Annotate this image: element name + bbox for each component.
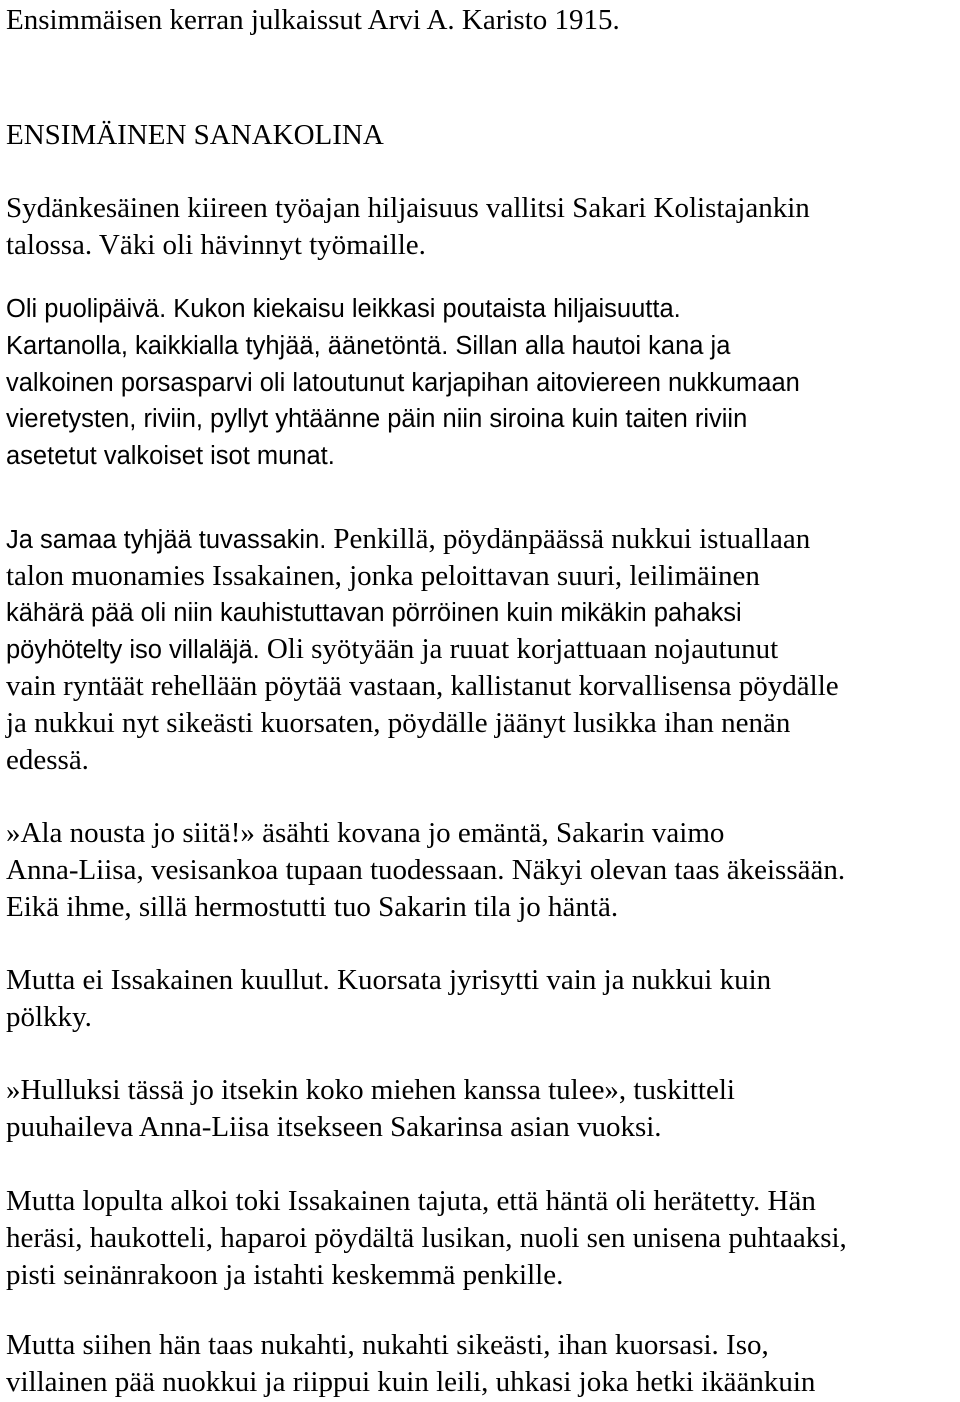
text-line	[6, 1072, 735, 1109]
text-line	[6, 190, 810, 227]
text-segment: puuhaileva Anna-Liisa itsekseen Sakarinsa asian vuoksi.	[6, 1110, 662, 1143]
text-segment: kähärä pää oli niin kauhistuttavan pörröinen kuin mikäkin pahaksi	[6, 598, 742, 627]
text-segment: Sydänkesäinen kiireen työajan hiljaisuus vallitsi Sakari Kolistajankin	[6, 192, 810, 224]
text-segment: heräsi, haukotteli, haparoi pöydältä lusikan, nuoli sen unisena puhtaaksi,	[6, 1221, 847, 1254]
text-segment: pölkky.	[6, 1000, 92, 1033]
text-segment: talossa. Väki oli hävinnyt työmaille.	[6, 228, 426, 261]
text-segment: »Ala nousta jo siitä!» äsähti kovana jo emäntä, Sakarin vaimo	[6, 817, 725, 849]
text-segment: Oli puolipäivä. Kukon kiekaisu leikkasi poutaista hiljaisuutta.	[6, 295, 681, 323]
text-line	[6, 328, 800, 365]
text-segment: pisti seinänrakoon ja istahti keskemmä penkille.	[6, 1258, 564, 1291]
text-line	[6, 227, 810, 264]
chapter-title: ENSIMÄINEN SANAKOLINA	[6, 119, 384, 151]
text-segment: Oli syötyään ja ruuat korjattuaan nojautunut	[266, 633, 779, 666]
text-line	[6, 1183, 847, 1220]
text-line	[6, 889, 845, 926]
text-segment: valkoinen porsasparvi oli latoutunut karjapihan aitoviereen nukkumaan	[6, 368, 800, 397]
text-segment: edessä.	[6, 743, 89, 776]
text-line	[6, 815, 845, 852]
text-segment: Anna-Liisa, vesisankoa tupaan tuodessaan. Näkyi olevan taas äkeissään.	[6, 853, 846, 886]
text-segment: asetetut valkoiset isot munat.	[6, 442, 335, 471]
text-line	[6, 962, 771, 999]
paragraph	[6, 521, 839, 779]
paragraph	[6, 190, 810, 264]
text-segment: Ja samaa tyhjää tuvassakin.	[6, 526, 334, 554]
text-line	[6, 1364, 815, 1401]
text-line	[6, 438, 800, 475]
text-line	[6, 668, 839, 705]
text-segment: Mutta siihen hän taas nukahti, nukahti sikeästi, ihan kuorsasi. Iso,	[6, 1329, 769, 1361]
paragraph	[6, 291, 800, 475]
text-line	[6, 1257, 847, 1294]
text-segment: Mutta ei Issakainen kuullut. Kuorsata jyrisytti vain ja nukkui kuin	[6, 964, 772, 996]
text-segment: ja nukkui nyt sikeästi kuorsaten, pöydälle jäänyt lusikka ihan nenän	[6, 706, 791, 739]
text-segment: vieretysten, riviin, pyllyt yhtäänne päin niin siroina kuin taiten riviin	[6, 405, 748, 434]
text-segment: Kartanolla, kaikkialla tyhjää, äänetöntä.	[6, 331, 456, 360]
text-line	[6, 1220, 847, 1257]
text-segment: »Hulluksi tässä jo itsekin koko miehen kanssa tulee», tuskitteli	[6, 1074, 735, 1106]
text-line	[6, 631, 839, 668]
text-segment: pöyhötelty iso villaläjä.	[6, 636, 267, 665]
text-segment: talon muonamies Issakainen, jonka peloittavan suuri, leilimäinen	[6, 559, 760, 592]
paragraph	[6, 1327, 815, 1401]
text-segment: vain ryntäät rehellään pöytää vastaan, kallistanut korvallisensa pöydälle	[6, 670, 839, 703]
text-line	[6, 1109, 735, 1146]
text-segment: Sillan alla hautoi kana ja	[455, 331, 731, 360]
text-line	[6, 595, 839, 632]
paragraph	[6, 815, 845, 925]
text-segment: Mutta lopulta alkoi toki Issakainen tajuta, että häntä oli herätetty. Hän	[6, 1185, 816, 1217]
text-line	[6, 401, 800, 438]
text-line	[6, 1327, 815, 1364]
text-line	[6, 852, 845, 889]
paragraph	[6, 1183, 847, 1293]
text-line	[6, 365, 800, 402]
publication-note: Ensimmäisen kerran julkaissut Arvi A. Karisto 1915.	[6, 4, 620, 36]
paragraph	[6, 1072, 735, 1146]
text-segment: Penkillä, pöydänpäässä nukkui istuallaan	[333, 523, 811, 555]
text-line	[6, 521, 839, 558]
text-line	[6, 742, 839, 779]
text-line	[6, 999, 771, 1036]
text-line	[6, 291, 800, 328]
text-segment: villainen pää nuokkui ja riippui kuin leili, uhkasi joka hetki ikäänkuin	[6, 1365, 816, 1398]
paragraph	[6, 962, 771, 1036]
text-line	[6, 558, 839, 595]
text-line	[6, 705, 839, 742]
text-segment: Eikä ihme, sillä hermostutti tuo Sakarin tila jo häntä.	[6, 890, 619, 923]
